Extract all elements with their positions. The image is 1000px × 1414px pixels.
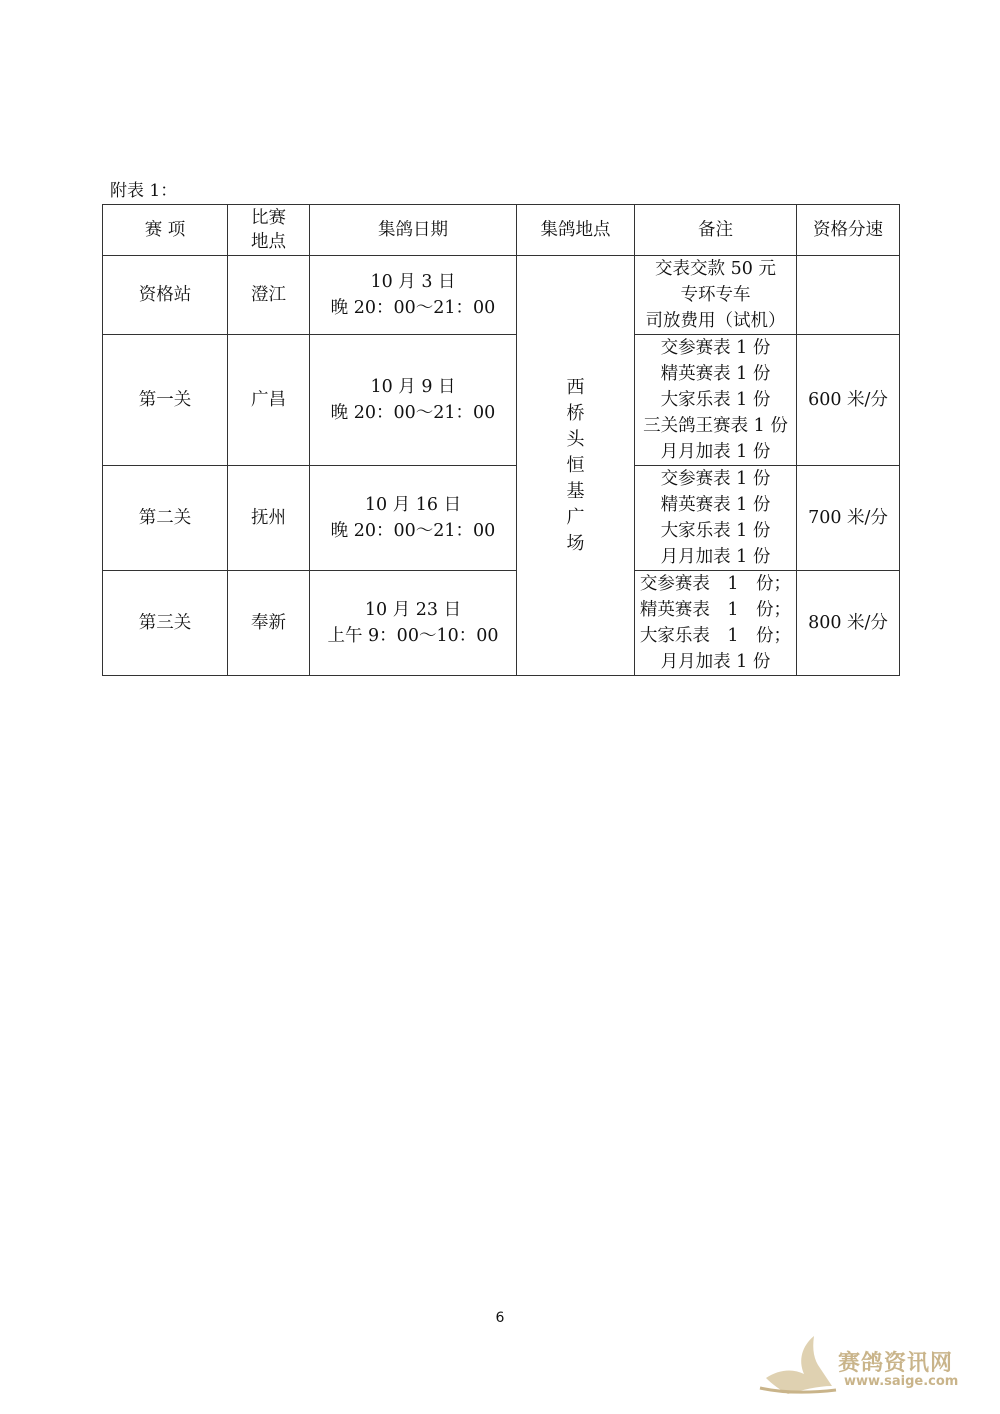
date-cell [310,571,517,676]
table-caption: 附表 1： [110,181,178,201]
race-schedule-table [102,204,900,676]
note-line: 交参赛表 1 份 [660,469,771,489]
venue-char: 恒 [566,454,585,476]
venue-cell [517,256,635,676]
header-location-line2: 地点 [251,232,286,252]
time-line: 上午 9：00～10：00 [327,626,499,646]
venue-char: 桥 [566,402,585,424]
date-line: 10 月 9 日 [370,377,456,397]
speed-cell [797,256,900,335]
date-line: 10 月 16 日 [364,495,462,515]
venue-char: 基 [566,480,585,502]
note-line: 专环专车 [680,285,751,305]
note-line: 大家乐表 1 份 [660,390,771,410]
date-cell [310,466,517,571]
venue-char: 头 [566,428,585,450]
notes-cell [635,466,797,571]
note-line: 大家乐表 1 份 [660,521,771,541]
table-row [103,335,900,466]
location-cell: 奉新 [228,571,310,676]
page-number: 6 [495,1310,505,1326]
location-cell: 抚州 [228,466,310,571]
watermark-logo [758,1330,968,1400]
watermark-url: www.saige.com [844,1374,959,1389]
table-row [103,571,900,676]
header-location-line1: 比赛 [251,208,286,228]
note-line: 大家乐表 1 份； [639,626,792,646]
notes-cell [635,571,797,676]
location-cell: 澄江 [228,256,310,335]
time-line: 晚 20：00～21：00 [330,521,496,541]
note-line: 月月加表 1 份 [660,547,771,567]
note-line: 交表交款 50 元 [655,259,776,279]
header-notes: 备注 [635,205,797,256]
speed-cell: 700 米/分 [797,466,900,571]
note-line: 司放费用（试机） [645,311,786,331]
speed-cell: 800 米/分 [797,571,900,676]
date-line: 10 月 23 日 [364,600,462,620]
date-cell [310,335,517,466]
notes-cell [635,335,797,466]
note-line: 精英赛表 1 份； [639,600,792,620]
table-row [103,466,900,571]
venue-char: 场 [566,532,585,554]
time-line: 晚 20：00～21：00 [330,403,496,423]
header-row [103,205,900,256]
header-event: 赛 项 [103,205,228,256]
notes-cell [635,256,797,335]
header-date: 集鸽日期 [310,205,517,256]
header-speed: 资格分速 [797,205,900,256]
watermark-name: 赛鸽资讯网 [838,1351,954,1376]
note-line: 精英赛表 1 份 [660,364,771,384]
date-line: 10 月 3 日 [370,272,456,292]
venue-char: 西 [566,376,585,398]
pigeon-icon [758,1330,838,1400]
header-venue: 集鸽地点 [517,205,635,256]
venue-char: 广 [566,506,585,528]
time-line: 晚 20：00～21：00 [330,298,496,318]
note-line: 交参赛表 1 份 [660,338,771,358]
table-row [103,256,900,335]
event-cell: 第二关 [103,466,228,571]
date-cell [310,256,517,335]
note-line: 精英赛表 1 份 [660,495,771,515]
note-line: 三关鸽王赛表 1 份 [643,416,788,436]
event-cell: 第三关 [103,571,228,676]
speed-cell: 600 米/分 [797,335,900,466]
note-line: 月月加表 1 份 [660,652,771,672]
header-location [228,205,310,256]
note-line: 交参赛表 1 份； [639,574,792,594]
note-line: 月月加表 1 份 [660,442,771,462]
location-cell: 广昌 [228,335,310,466]
event-cell: 资格站 [103,256,228,335]
event-cell: 第一关 [103,335,228,466]
